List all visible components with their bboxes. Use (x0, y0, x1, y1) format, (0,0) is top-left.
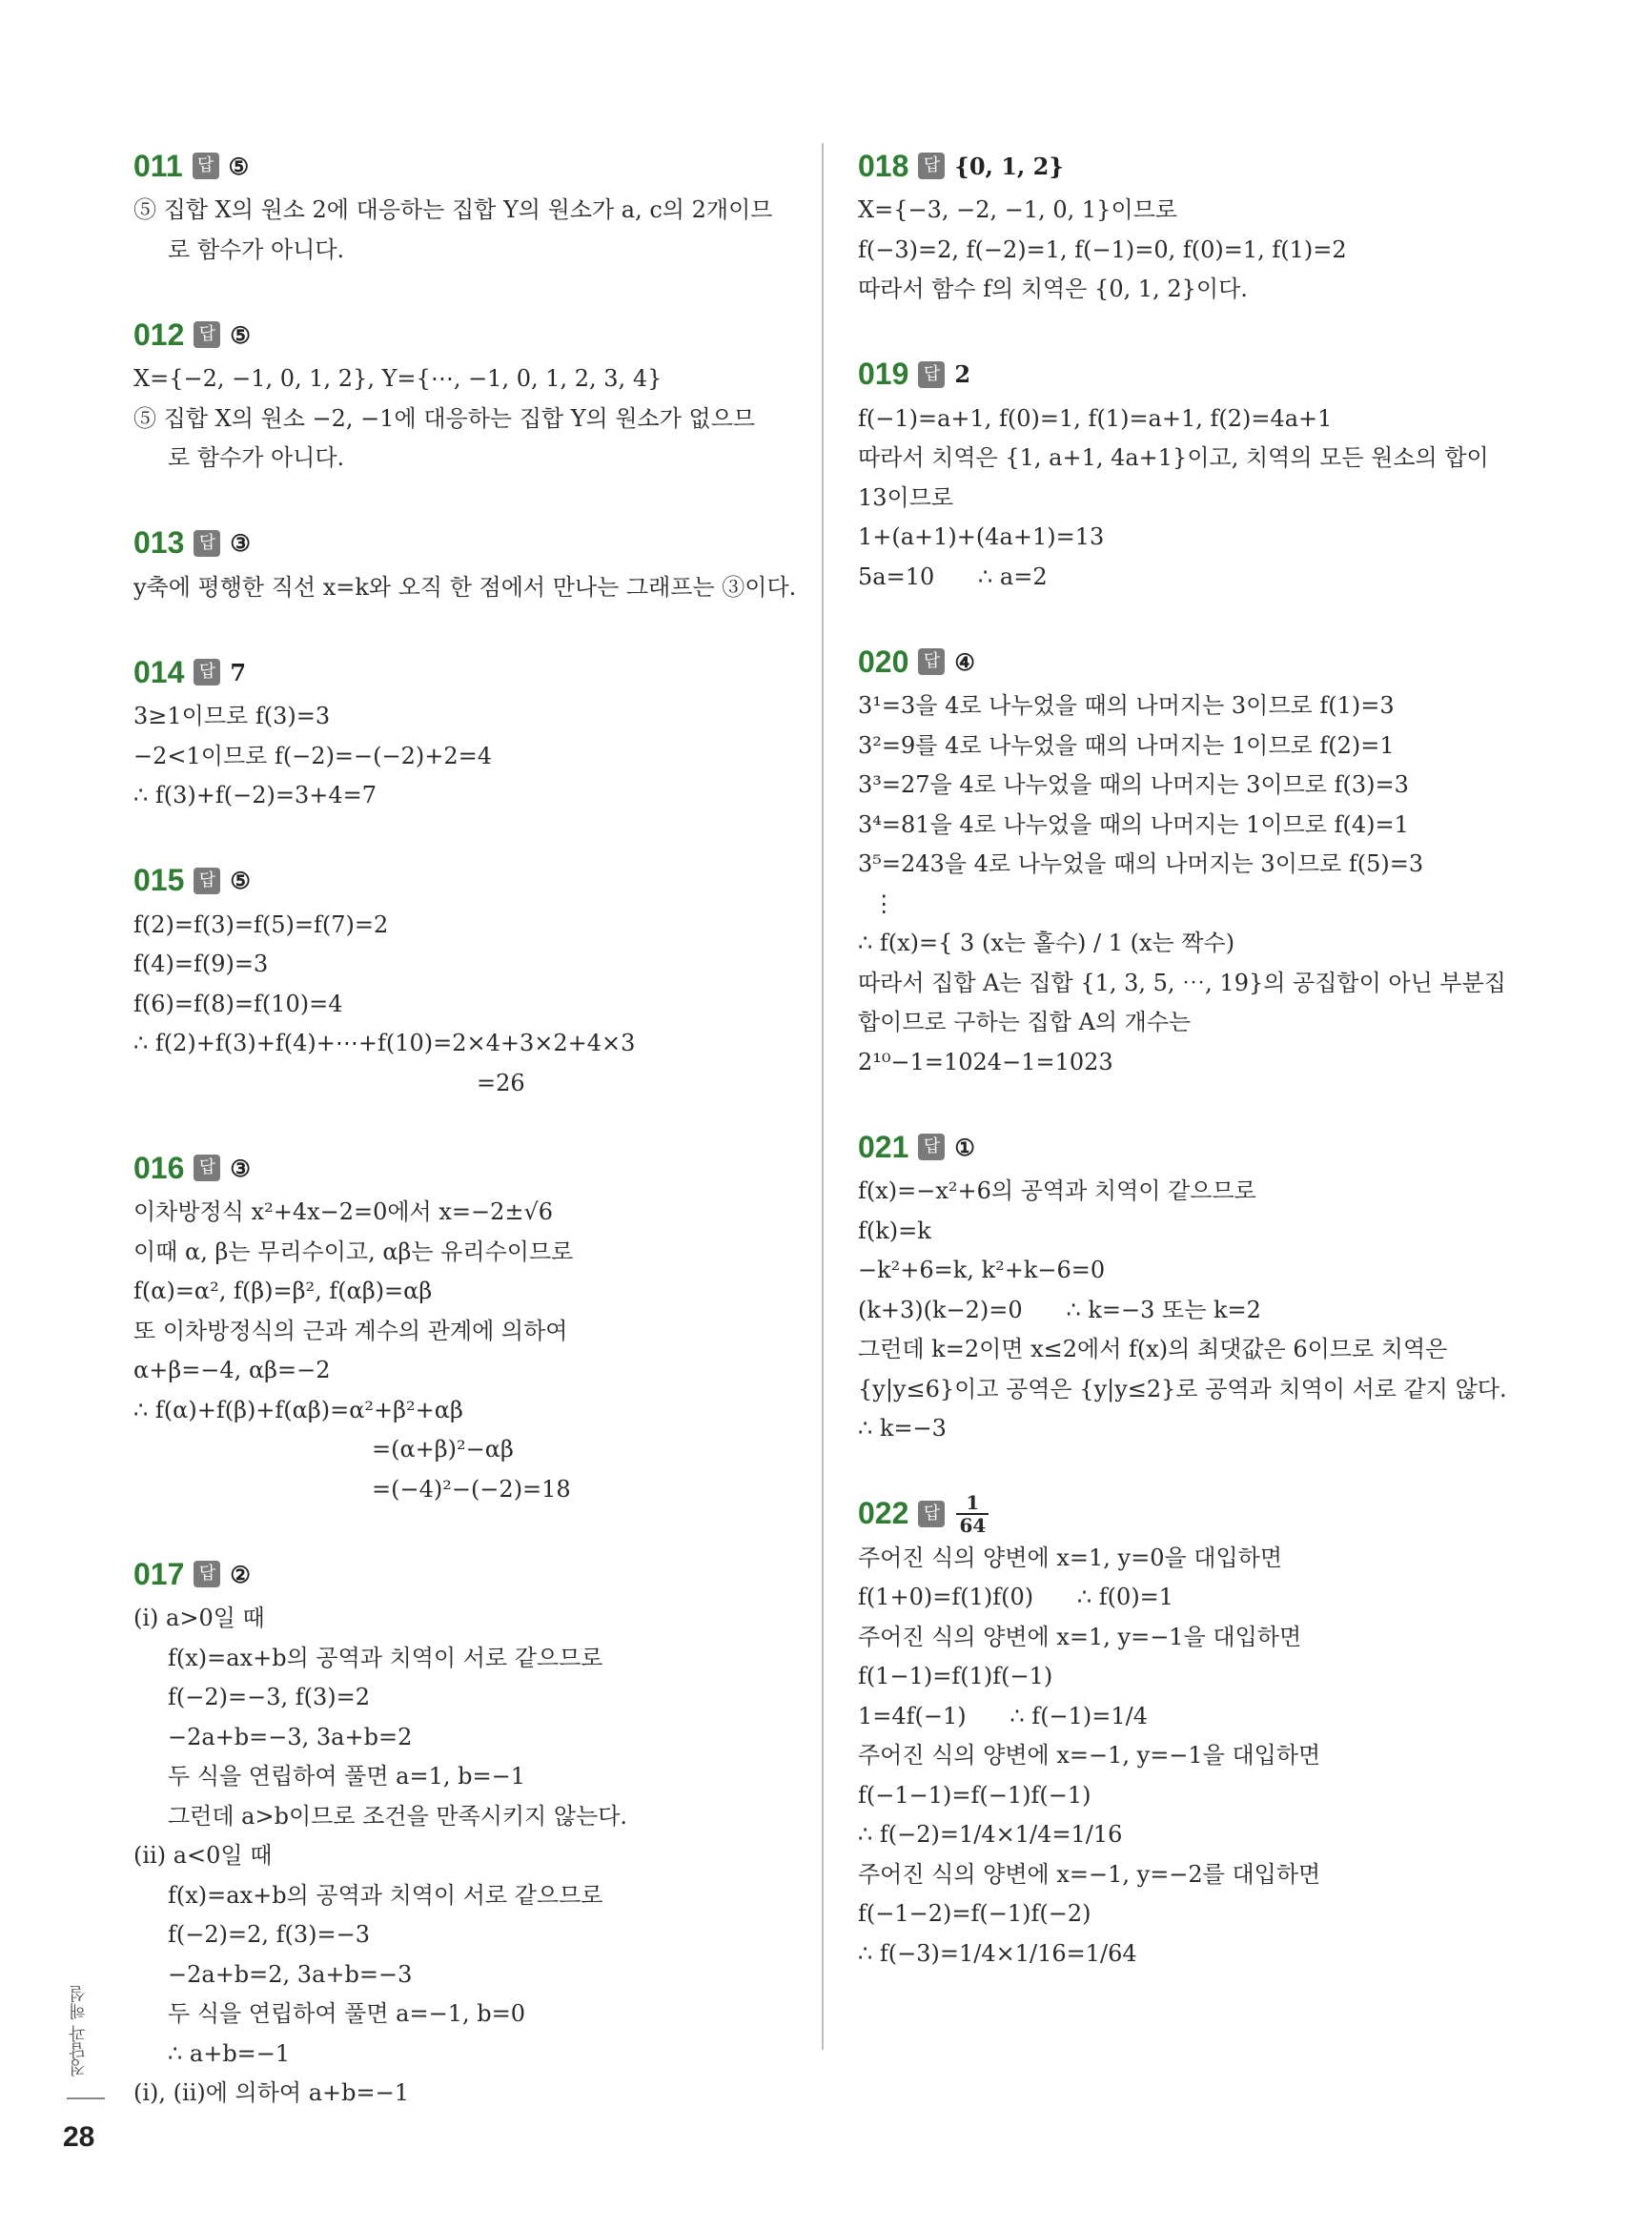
answer-tag: 답 (193, 153, 219, 179)
page-number: 28 (63, 2121, 95, 2153)
right-column (858, 143, 1525, 2015)
answer-tag: 답 (918, 1501, 945, 1527)
solution-line: ⑤ 집합 X의 원소 2에 대응하는 집합 Y의 원소가 a, c의 2개이므 (133, 196, 773, 223)
problem-017 (133, 1551, 801, 2114)
solution-line: −k²+6=k, k²+k−6=0 (858, 1257, 1106, 1283)
solution-line: 주어진 식의 양변에 x=−1, y=−1을 대입하면 (858, 1742, 1321, 1769)
solution-line: 따라서 함수 f의 치역은 {0, 1, 2}이다. (858, 276, 1248, 302)
solution-line: f(−2)=2, f(3)=−3 (168, 1921, 370, 1948)
answer-value: ① (954, 1133, 975, 1161)
solution-line: =(α+β)²−αβ (372, 1436, 514, 1463)
problem-015 (133, 858, 801, 1104)
problem-header (133, 312, 801, 358)
problem-011 (133, 143, 801, 270)
solution-line: (ⅱ) a<0일 때 (133, 1842, 273, 1869)
solution-line: 따라서 집합 A는 집합 {1, 3, 5, ⋯, 19}의 공집합이 아닌 부분집 (858, 969, 1506, 996)
solution-line: 5a=10 ∴ a=2 (858, 563, 1048, 590)
solution-line: 로 함수가 아니다. (168, 444, 345, 471)
problem-header (858, 352, 1525, 398)
problem-number: 020 (858, 644, 909, 679)
solution-line: 3¹=3을 4로 나누었을 때의 나머지는 3이므로 f(1)=3 (858, 692, 1395, 719)
solution-line: f(−1)=a+1, f(0)=1, f(1)=a+1, f(2)=4a+1 (858, 404, 1333, 432)
solution-line: (ⅰ), (ⅱ)에 의하여 a+b=−1 (133, 2079, 410, 2106)
left-column (133, 143, 801, 2156)
solution-line: ∴ f(α)+f(β)+f(αβ)=α²+β²+αβ (133, 1396, 463, 1423)
problem-header (133, 1551, 801, 1597)
answer-tag: 답 (194, 530, 220, 557)
solution-line: X={−2, −1, 0, 1, 2}, Y={⋯, −1, 0, 1, 2, 3, 4} (133, 365, 663, 392)
solution-line: 주어진 식의 양변에 x=−1, y=−2를 대입하면 (858, 1860, 1321, 1888)
problem-021 (858, 1124, 1525, 1449)
solution-line: −2a+b=−3, 3a+b=2 (168, 1723, 413, 1750)
answer-tag: 답 (918, 1134, 945, 1160)
answer-tag: 답 (194, 1561, 220, 1587)
solution-line: 합이므로 구하는 집합 A의 개수는 (858, 1009, 1192, 1035)
answer-value: ② (230, 1560, 251, 1588)
solution-line: ∴ f(−2)=1/4×1/4=1/16 (858, 1821, 1123, 1848)
answer-value: ④ (954, 647, 975, 676)
solution-line: ∴ f(2)+f(3)+f(4)+⋯+f(10)=2×4+3×2+4×3 (133, 1030, 636, 1056)
solution-line: 그런데 a>b이므로 조건을 만족시키지 않는다. (168, 1802, 628, 1830)
solution-line: f(α)=α², f(β)=β², f(αβ)=αβ (133, 1278, 433, 1304)
problem-number: 016 (133, 1150, 185, 1185)
solution-line: 13이므로 (858, 483, 954, 511)
solution-line: =26 (477, 1069, 525, 1096)
answer-fraction (956, 1492, 989, 1536)
fraction-numerator: 1 (966, 1490, 980, 1514)
solution-line: 또 이차방정식의 근과 계수의 관계에 의하여 (133, 1317, 568, 1344)
problem-header (858, 143, 1525, 189)
problem-number: 011 (133, 148, 183, 183)
solution-line: 주어진 식의 양변에 x=1, y=0을 대입하면 (858, 1544, 1283, 1571)
solution-line: X={−3, −2, −1, 0, 1}이므로 (858, 196, 1177, 223)
answer-value: {0, 1, 2} (954, 152, 1064, 180)
solution-line: f(−1−2)=f(−1)f(−2) (858, 1900, 1091, 1927)
answer-value: ⑤ (228, 152, 250, 180)
problem-018 (858, 143, 1525, 310)
solution-line: ∴ k=−3 (858, 1415, 947, 1442)
solution-line: 두 식을 연립하여 풀면 a=−1, b=0 (168, 2000, 525, 2027)
solution-line: 1+(a+1)+(4a+1)=13 (858, 523, 1105, 550)
solution-line: ⋮ (858, 890, 896, 917)
solution-line: (k+3)(k−2)=0 ∴ k=−3 또는 k=2 (858, 1296, 1261, 1323)
solution-line: ∴ f(3)+f(−2)=3+4=7 (133, 782, 377, 808)
problem-header (133, 858, 801, 904)
answer-tag: 답 (918, 153, 945, 179)
problem-number: 014 (133, 654, 185, 689)
solution-line: (ⅰ) a>0일 때 (133, 1605, 265, 1631)
answer-tag: 답 (194, 659, 220, 685)
answer-tag: 답 (918, 361, 945, 388)
solution-line: 3⁵=243을 4로 나누었을 때의 나머지는 3이므로 f(5)=3 (858, 850, 1424, 877)
fraction-denominator: 64 (959, 1513, 987, 1537)
solution-line: 그런데 k=2이면 x≤2에서 f(x)의 최댓값은 6이므로 치역은 (858, 1336, 1448, 1362)
answer-value: 7 (230, 658, 247, 686)
solution-line: ∴ a+b=−1 (168, 2039, 291, 2067)
solution-line: f(x)=−x²+6의 공역과 치역이 같으므로 (858, 1177, 1256, 1204)
solution-line: ∴ f(−3)=1/4×1/16=1/64 (858, 1939, 1137, 1967)
problem-header (133, 521, 801, 566)
solution-line: f(x)=ax+b의 공역과 치역이 서로 같으므로 (168, 1644, 603, 1671)
solution-line: f(−2)=−3, f(3)=2 (168, 1684, 370, 1710)
answer-tag: 답 (194, 868, 220, 894)
problem-header (858, 1124, 1525, 1170)
solution-line: −2<1이므로 f(−2)=−(−2)+2=4 (133, 742, 493, 769)
solution-line: f(4)=f(9)=3 (133, 951, 269, 977)
solution-line: 로 함수가 아니다. (168, 235, 345, 263)
problem-014 (133, 649, 801, 816)
solution-line: =(−4)²−(−2)=18 (372, 1475, 571, 1503)
problem-number: 017 (133, 1556, 185, 1591)
problem-header (858, 639, 1525, 685)
problem-header (133, 1145, 801, 1191)
solution-line: f(2)=f(3)=f(5)=f(7)=2 (133, 910, 389, 938)
problem-number: 021 (858, 1129, 909, 1164)
solution-line: 두 식을 연립하여 풀면 a=1, b=−1 (168, 1763, 525, 1790)
footer-rule (67, 2097, 105, 2099)
solution-line: f(−3)=2, f(−2)=1, f(−1)=0, f(0)=1, f(1)=2 (858, 235, 1347, 263)
solution-line: 이차방정식 x²+4x−2=0에서 x=−2±√6 (133, 1198, 554, 1225)
solution-line: 주어진 식의 양변에 x=1, y=−1을 대입하면 (858, 1623, 1302, 1650)
solution-line: ⑤ 집합 X의 원소 −2, −1에 대응하는 집합 Y의 원소가 없으므 (133, 404, 756, 432)
solution-line: f(1−1)=f(1)f(−1) (858, 1663, 1053, 1689)
solution-line: α+β=−4, αβ=−2 (133, 1357, 331, 1383)
answer-value: ⑤ (230, 320, 251, 349)
answer-tag: 답 (194, 321, 220, 348)
solution-line: 2¹⁰−1=1024−1=1023 (858, 1048, 1113, 1075)
solution-line: f(k)=k (858, 1217, 931, 1244)
solution-line: 3≥1이므로 f(3)=3 (133, 703, 331, 729)
problem-019 (858, 352, 1525, 598)
problem-number: 019 (858, 357, 909, 391)
solution-line: 1=4f(−1) ∴ f(−1)=1/4 (858, 1702, 1149, 1729)
answer-tag: 답 (918, 648, 945, 675)
answer-value: ⑤ (230, 867, 251, 894)
answer-tag: 답 (194, 1155, 220, 1181)
solution-line: {y|y≤6}이고 공역은 {y|y≤2}로 공역과 치역이 서로 같지 않다. (858, 1375, 1507, 1402)
answer-value: ③ (230, 529, 251, 557)
solution-line: f(−1−1)=f(−1)f(−1) (858, 1781, 1091, 1809)
column-divider (822, 143, 824, 2050)
problem-number: 015 (133, 863, 185, 897)
problem-016 (133, 1145, 801, 1509)
problem-number: 022 (858, 1496, 909, 1530)
solution-line: 3⁴=81을 4로 나누었을 때의 나머지는 1이므로 f(4)=1 (858, 810, 1409, 838)
solution-line: f(x)=ax+b의 공역과 치역이 서로 같으므로 (168, 1881, 603, 1909)
answer-value: ③ (230, 1154, 251, 1182)
problem-013 (133, 521, 801, 608)
problem-header (858, 1491, 1525, 1537)
solution-line: ∴ f(x)={ 3 (x는 홀수) / 1 (x는 짝수) (858, 930, 1235, 956)
solution-line: 3³=27을 4로 나누었을 때의 나머지는 3이므로 f(3)=3 (858, 771, 1409, 798)
answer-value: 2 (954, 360, 971, 388)
solution-line: f(1+0)=f(1)f(0) ∴ f(0)=1 (858, 1584, 1174, 1610)
solution-line: y축에 평행한 직선 x=k와 오직 한 점에서 만나는 그래프는 ③이다. (133, 573, 797, 601)
problem-header (133, 143, 801, 189)
solution-line: f(6)=f(8)=f(10)=4 (133, 990, 343, 1017)
problem-012 (133, 312, 801, 479)
problem-number: 013 (133, 525, 185, 560)
solution-line: 이때 α, β는 무리수이고, αβ는 유리수이므로 (133, 1238, 574, 1265)
problem-022 (858, 1491, 1525, 1974)
solution-line: −2a+b=2, 3a+b=−3 (168, 1960, 413, 1988)
problem-020 (858, 639, 1525, 1082)
problem-number: 012 (133, 317, 185, 352)
problem-number: 018 (858, 148, 909, 183)
problem-header (133, 649, 801, 695)
section-label: 정답과 해설 (69, 1985, 89, 2077)
solution-line: 따라서 치역은 {1, a+1, 4a+1}이고, 치역의 모든 원소의 합이 (858, 444, 1489, 471)
solution-line: 3²=9를 4로 나누었을 때의 나머지는 1이므로 f(2)=1 (858, 731, 1395, 759)
